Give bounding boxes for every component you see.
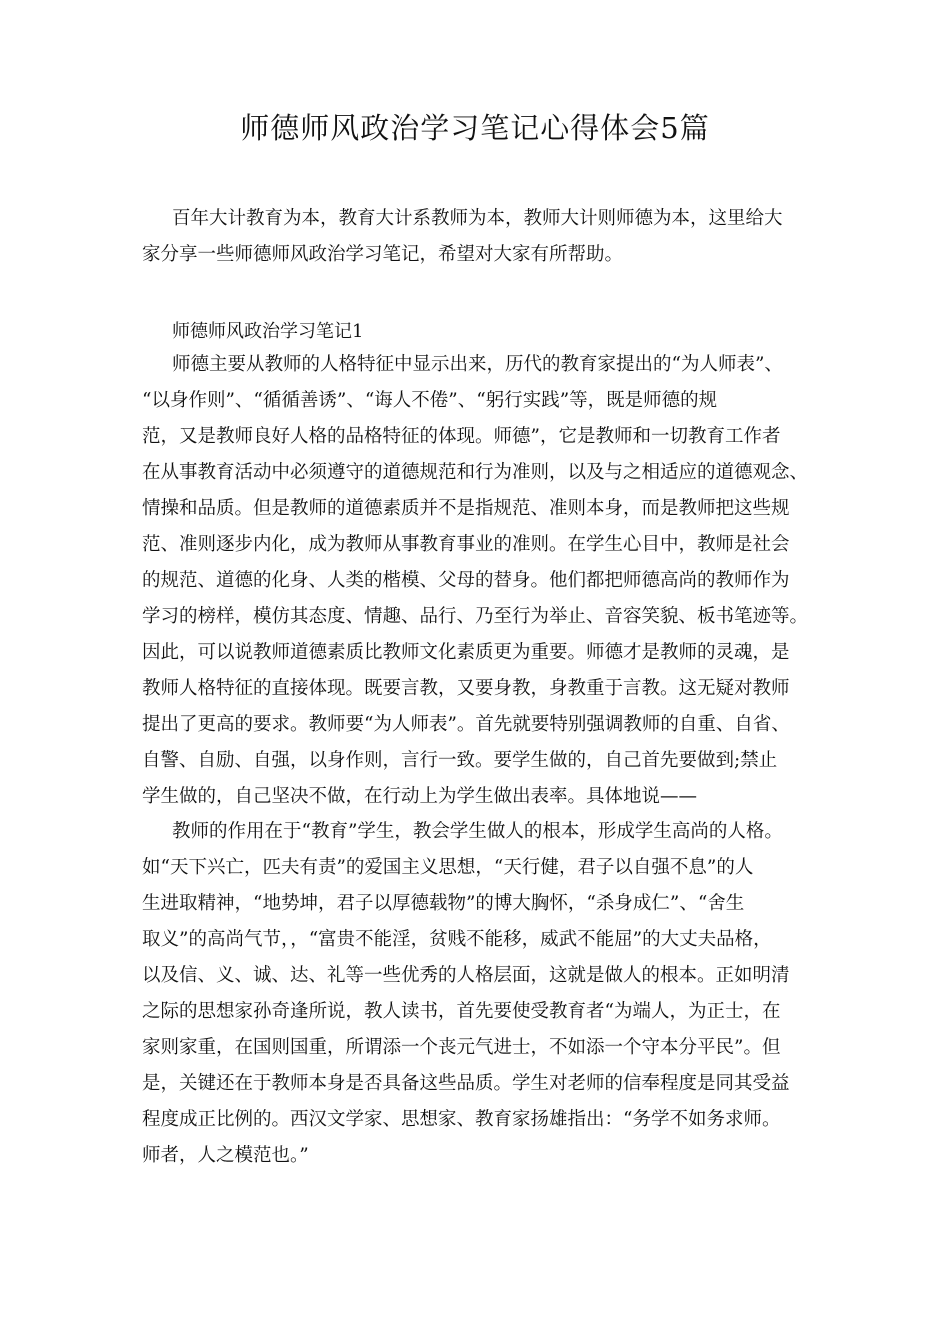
text-line: 百年大计教育为本，教育大计系教师为本，教师大计则师德为本，这里给大 bbox=[172, 208, 783, 229]
text-line: 学习的榜样，模仿其态度、情趣、品行、乃至行为举止、音容笑貌、板书笔迹等。 bbox=[142, 606, 809, 627]
text-line: 程度成正比例的。西汉文学家、思想家、教育家扬雄指出：“务学不如务求师。 bbox=[142, 1109, 781, 1130]
text-line: 如“天下兴亡，匹夫有责”的爱国主义思想，“天行健，君子以自强不息”的人 bbox=[142, 857, 754, 878]
text-line: 学生做的，自己坚决不做，在行动上为学生做出表率。具体地说—— bbox=[142, 786, 698, 807]
text-line: “以身作则”、“循循善诱”、“诲人不倦”、“躬行实践”等，既是师德的规 bbox=[142, 390, 718, 411]
section-heading: 师德师风政治学习笔记1 bbox=[172, 321, 364, 342]
text-line: 家则家重，在国则国重，所谓添一个丧元气进士，不如添一个守本分平民”。但 bbox=[142, 1037, 781, 1058]
text-line: 是，关键还在于教师本身是否具备这些品质。学生对老师的信奉程度是同其受益 bbox=[142, 1073, 790, 1094]
text-line: 教师人格特征的直接体现。既要言教，又要身教，身教重于言教。这无疑对教师 bbox=[142, 678, 790, 699]
text-line: 在从事教育活动中必须遵守的道德规范和行为准则，以及与之相适应的道德观念、 bbox=[142, 462, 809, 483]
text-line: 提出了更高的要求。教师要“为人师表”。首先就要特别强调教师的自重、自省、 bbox=[142, 714, 790, 735]
text-line: 情操和品质。但是教师的道德素质并不是指规范、准则本身，而是教师把这些规 bbox=[142, 498, 790, 519]
text-line: 因此，可以说教师道德素质比教师文化素质更为重要。师德才是教师的灵魂，是 bbox=[142, 642, 790, 663]
text-line: 以及信、义、诚、达、礼等一些优秀的人格层面，这就是做人的根本。正如明清 bbox=[142, 965, 790, 986]
text-line: 自警、自励、自强，以身作则，言行一致。要学生做的，自己首先要做到;禁止 bbox=[142, 750, 778, 771]
text-line: 师德主要从教师的人格特征中显示出来，历代的教育家提出的“为人师表”、 bbox=[172, 354, 783, 375]
text-line: 师者，人之模范也。” bbox=[142, 1145, 309, 1166]
text-line: 家分享一些师德师风政治学习笔记，希望对大家有所帮助。 bbox=[142, 244, 624, 265]
text-line: 范，又是教师良好人格的品格特征的体现。师德”，它是教师和一切教育工作者 bbox=[142, 426, 781, 447]
document-title: 师德师风政治学习笔记心得体会5篇 bbox=[240, 111, 710, 145]
text-line: 取义”的高尚气节，，“富贵不能淫，贫贱不能移，威武不能屈”的大丈夫品格， bbox=[142, 929, 772, 950]
text-line: 范、准则逐步内化，成为教师从事教育事业的准则。在学生心目中，教师是社会 bbox=[142, 534, 790, 555]
text-line: 之际的思想家孙奇逢所说，教人读书，首先要使受教育者“为端人，为正士，在 bbox=[142, 1001, 781, 1022]
text-line: 教师的作用在于“教育”学生，教会学生做人的根本，形成学生高尚的人格。 bbox=[172, 821, 783, 842]
text-line: 生进取精神，“地势坤，君子以厚德载物”的博大胸怀，“杀身成仁”、“舍生 bbox=[142, 893, 745, 914]
text-line: 的规范、道德的化身、人类的楷模、父母的替身。他们都把师德高尚的教师作为 bbox=[142, 570, 790, 591]
